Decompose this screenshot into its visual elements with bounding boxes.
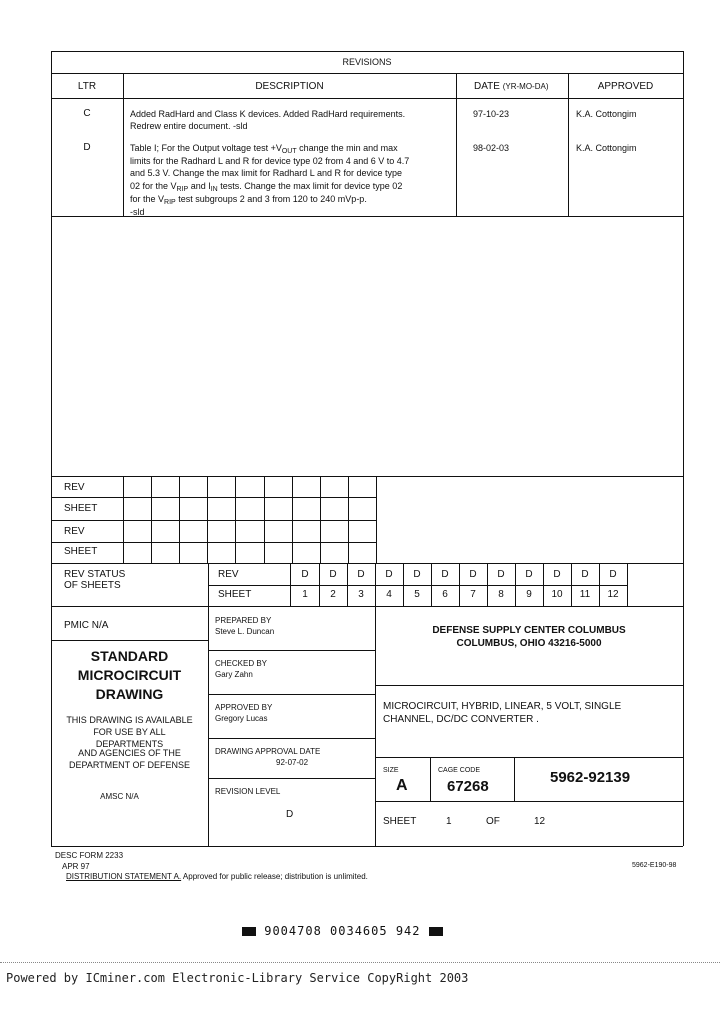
availability-text: THIS DRAWING IS AVAILABLE [66, 715, 193, 725]
rev-cell: D [301, 569, 309, 580]
grid-sheet-label: SHEET [64, 546, 98, 557]
rev-cell: D [469, 569, 477, 580]
description-header: DESCRIPTION [255, 81, 324, 92]
approved-header: APPROVED [597, 81, 654, 92]
revision-level-label: REVISION LEVEL [215, 787, 281, 796]
pmic-label: PMIC N/A [64, 620, 109, 631]
drawing-description: CHANNEL, DC/DC CONVERTER . [383, 714, 539, 725]
sheet-cell: 1 [302, 589, 308, 600]
rev-cell: D [329, 569, 337, 580]
standard-title: MICROCIRCUIT [77, 667, 182, 683]
of-label: OF [486, 816, 500, 827]
powered-by-footer: Powered by ICminer.com Electronic-Library Service CopyRight 2003 [6, 971, 469, 985]
sheet-cell: 2 [330, 589, 336, 600]
sheet-cell: 7 [470, 589, 476, 600]
form-id: DESC FORM 2233 [55, 851, 124, 860]
sheet-cell: 6 [442, 589, 448, 600]
rev-status-label: REV STATUS [64, 569, 126, 580]
rev-cell: D [441, 569, 449, 580]
size-label: SIZE [383, 767, 399, 774]
barcode-bar [429, 927, 443, 936]
drawing-number: 5962-92139 [550, 769, 631, 786]
standard-title: STANDARD [90, 648, 169, 664]
sheet-cell: 12 [607, 589, 619, 600]
checked-by: Gary Zahn [215, 670, 253, 679]
distribution-statement: DISTRIBUTION STATEMENT A. Approved for public release; distribution is unlimited. [66, 872, 368, 881]
rev-cell: D [581, 569, 589, 580]
dscc-name: DEFENSE SUPPLY CENTER COLUMBUS [432, 625, 626, 636]
sheet-cell: 11 [579, 589, 591, 600]
rev-row-label: REV [218, 569, 239, 580]
barcode-bar [242, 927, 256, 936]
approval-date: 92-07-02 [276, 758, 309, 767]
sheet-cell: 4 [386, 589, 392, 600]
amsc-label: AMSC N/A [100, 792, 139, 801]
grid-rev-label: REV [64, 526, 85, 537]
checked-label: CHECKED BY [215, 659, 268, 668]
sheet-number: 1 [446, 816, 452, 827]
approved-by: Gregory Lucas [215, 714, 268, 723]
form-code: 5962-E190-98 [632, 862, 677, 869]
rev-cell: D [385, 569, 393, 580]
sheet-label: SHEET [383, 816, 417, 827]
approval-date-label: DRAWING APPROVAL DATE [215, 747, 321, 756]
form-date: APR 97 [62, 862, 90, 871]
dscc-address: COLUMBUS, OHIO 43216-5000 [456, 638, 602, 649]
availability-text: DEPARTMENTS [95, 739, 164, 749]
approved-label: APPROVED BY [215, 703, 273, 712]
sheet-cell: 10 [551, 589, 563, 600]
prepared-label: PREPARED BY [215, 616, 272, 625]
sheet-cell: 3 [358, 589, 364, 600]
grid-rev-label: REV [64, 482, 85, 493]
revisions-title: REVISIONS [342, 57, 392, 67]
sheet-cell: 9 [526, 589, 532, 600]
grid-sheet-label: SHEET [64, 503, 98, 514]
sheet-cell: 5 [414, 589, 420, 600]
rev-cell: D [609, 569, 617, 580]
sheet-total: 12 [534, 816, 546, 827]
ltr-header: LTR [77, 81, 97, 92]
rev-cell: D [497, 569, 505, 580]
sheet-cell: 8 [498, 589, 504, 600]
barcode: 9004708 0034605 942 [242, 924, 443, 938]
sheet-row-label: SHEET [218, 589, 252, 600]
cage-code: 67268 [447, 778, 489, 795]
availability-text: AND AGENCIES OF THE [78, 748, 181, 758]
rev-cell: D [525, 569, 533, 580]
cage-code-label: CAGE CODE [438, 767, 481, 774]
standard-title: DRAWING [95, 686, 164, 702]
revision-level: D [286, 809, 294, 820]
prepared-by: Steve L. Duncan [215, 627, 275, 636]
rev-status-label: OF SHEETS [64, 580, 121, 591]
rev-cell: D [553, 569, 561, 580]
size-value: A [396, 777, 408, 794]
availability-text: DEPARTMENT OF DEFENSE [68, 760, 191, 770]
drawing-description: MICROCIRCUIT, HYBRID, LINEAR, 5 VOLT, SINGLE [383, 701, 622, 712]
rev-cell: D [357, 569, 365, 580]
availability-text: FOR USE BY ALL [93, 727, 166, 737]
rev-cell: D [413, 569, 421, 580]
date-header: DATE (YR-MO-DA) [474, 81, 549, 92]
